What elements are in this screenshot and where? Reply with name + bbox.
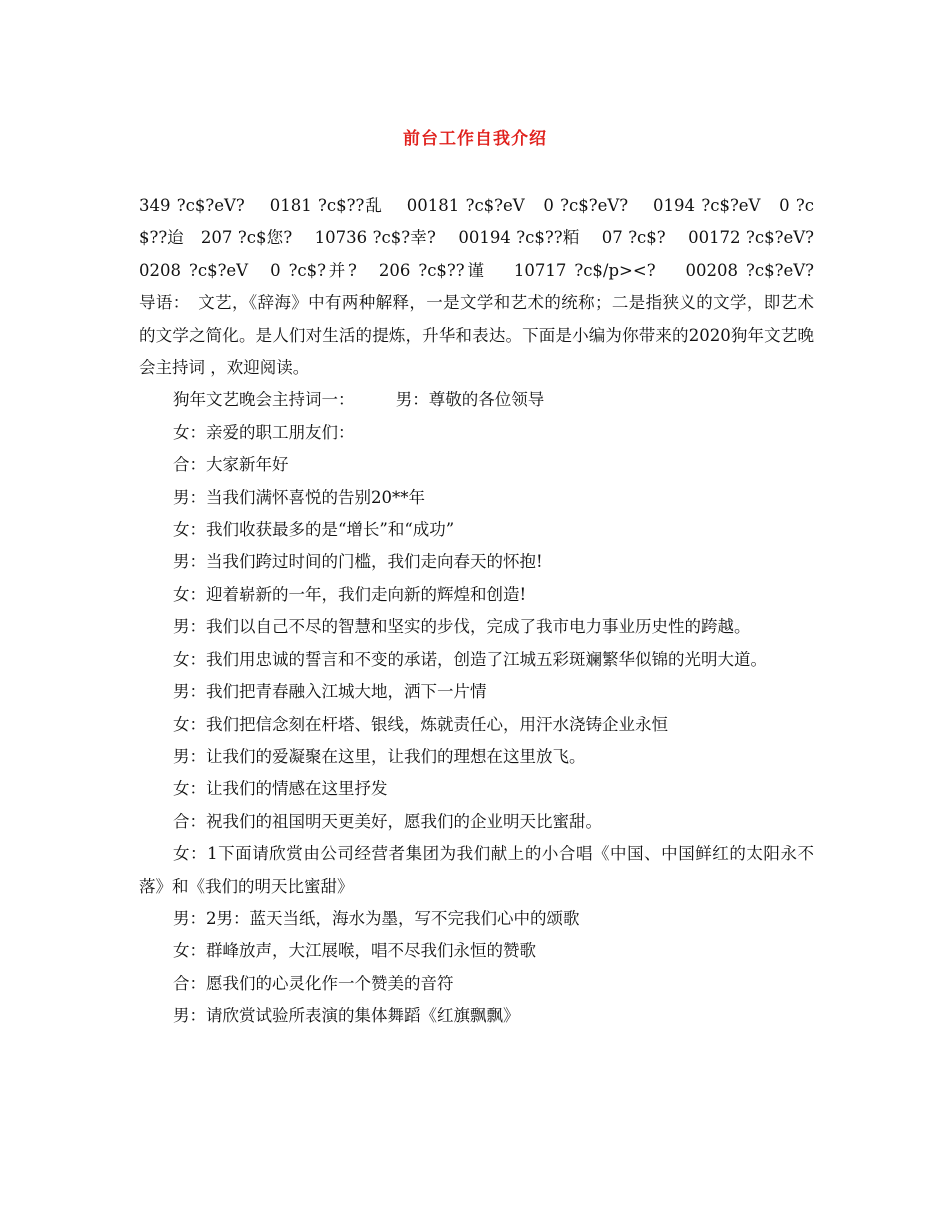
script-line: 女：亲爱的职工朋友们： <box>173 422 355 442</box>
script-line: 女：1下面请欣赏由公司经营者集团为我们献上的小合唱《中国、中国鲜红的太阳永不落》和《我们的明天比蜜甜》 <box>139 844 814 896</box>
script-line: 女：我们收获最多的是“增长”和“成功” <box>173 520 455 540</box>
script-line: 男：我们把青春融入江城大地，洒下一片情 <box>173 682 487 702</box>
script-line: 女：我们把信念刻在杆塔、银线，炼就责任心，用汗水浇铸企业永恒 <box>173 714 668 734</box>
script-line: 男：请欣赏试验所表演的集体舞蹈《红旗飘飘》 <box>173 1006 520 1026</box>
script-line: 男：2男：蓝天当纸，海水为墨，写不完我们心中的颂歌 <box>173 908 580 928</box>
script-line: 女：让我们的情感在这里抒发 <box>173 779 388 799</box>
script-line: 女：我们用忠诚的誓言和不变的承诺，创造了江城五彩斑斓繁华似锦的光明大道。 <box>173 649 767 669</box>
script-line: 合：大家新年好 <box>173 455 289 475</box>
script-line: 合：祝我们的祖国明天更美好，愿我们的企业明天比蜜甜。 <box>173 811 602 831</box>
script-line: 女：迎着崭新的一年，我们走向新的辉煌和创造! <box>173 584 527 604</box>
script-line: 男：当我们满怀喜悦的告别20**年 <box>173 487 425 507</box>
script-line: 合：愿我们的心灵化作一个赞美的音符 <box>173 973 454 993</box>
script-line: 女：群峰放声，大江展喉，唱不尽我们永恒的赞歌 <box>173 941 536 961</box>
script-line: 男：当我们跨过时间的门槛，我们走向春天的怀抱! <box>173 552 543 572</box>
document-body <box>139 190 864 1033</box>
document-title: 前台工作自我介绍 <box>403 129 547 149</box>
script-line: 狗年文艺晚会主持词一： 男：尊敬的各位领导 <box>173 390 545 410</box>
script-line: 男：我们以自己不尽的智慧和坚实的步伐，完成了我市电力事业历史性的跨越。 <box>173 617 751 637</box>
script-line: 男：让我们的爱凝聚在这里，让我们的理想在这里放飞。 <box>173 746 586 766</box>
intro-paragraph: 349 ?c$?eV? 0181 ?c$??乱 00181 ?c$?eV 0 ?c$?eV? 0194 ?c$?eV 0 ?c$??迨 207 ?c$您? 10736 ?c$?幸? 00194 ?c$??粨 07 ?c$? 00172 ?c$?eV? 0208 ?c$?eV 0 ?c$?并? 206 ?c$??谨 10717 ?c$/p><? 00208 ?c$?eV? 导语： 文艺，《辞海》中有两种解释，一是文学和艺术的统称；二是指狭义的文学，即艺术的文学之简化。是人们对生活的提炼，升华和表达。下面是小编为你带来的2020狗年文艺晚会主持词 ，欢迎阅读。 <box>139 196 864 378</box>
